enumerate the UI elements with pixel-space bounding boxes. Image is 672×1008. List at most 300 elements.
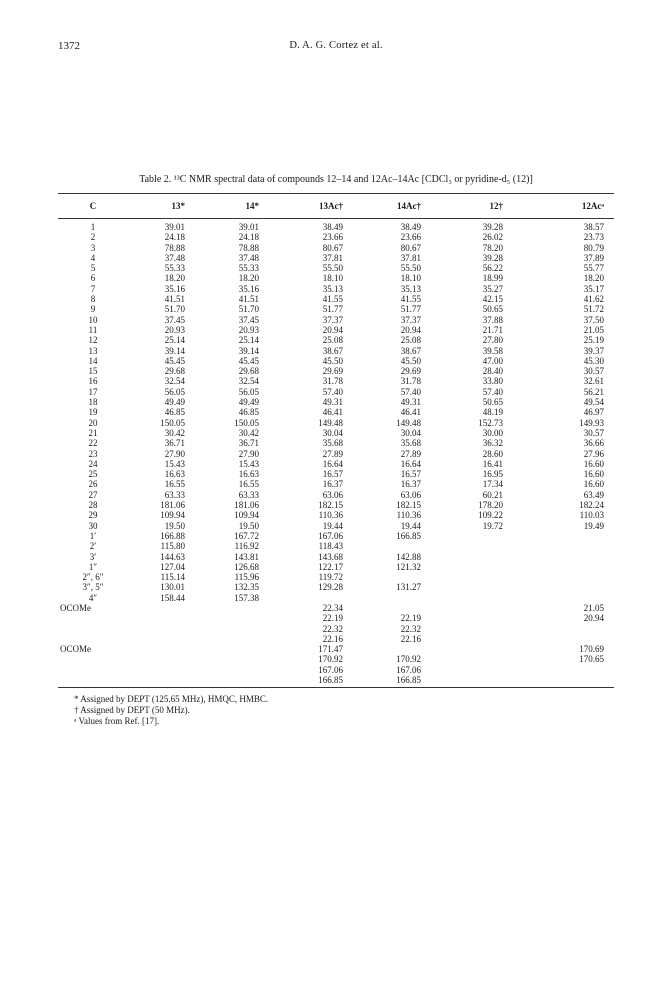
shift-value: 144.63 — [160, 551, 185, 562]
shift-value: 27.96 — [583, 448, 604, 459]
shift-value — [203, 613, 281, 623]
carbon-label — [58, 675, 128, 685]
shift-value — [281, 593, 359, 603]
table-row — [58, 510, 614, 520]
shift-value: 29.69 — [322, 366, 343, 377]
shift-value: 50.65 — [482, 304, 503, 315]
shift-value — [451, 552, 529, 562]
table-row — [58, 315, 614, 325]
table-row — [58, 294, 614, 304]
carbon-label: 11 — [88, 324, 98, 335]
shift-value: 56.21 — [583, 386, 604, 397]
table-row — [58, 243, 614, 253]
shift-value: 27.80 — [482, 335, 503, 346]
shift-value: 46.85 — [164, 407, 185, 418]
carbon-label: 1′ — [89, 530, 97, 541]
shift-value: 30.42 — [238, 427, 259, 438]
table-row — [58, 562, 614, 572]
shift-value: 158.44 — [160, 592, 185, 603]
shift-value: 46.41 — [400, 407, 421, 418]
shift-value: 50.65 — [482, 397, 503, 408]
table-row — [58, 634, 614, 644]
shift-value: 119.72 — [318, 572, 343, 583]
footnote-dept-50: † Assigned by DEPT (50 MHz). — [74, 705, 190, 716]
carbon-label: 24 — [88, 458, 98, 469]
carbon-label: 5 — [90, 263, 96, 274]
shift-value: 25.19 — [583, 335, 604, 346]
shift-value: 51.72 — [583, 304, 604, 315]
shift-value — [451, 572, 529, 582]
shift-value — [359, 593, 451, 603]
shift-value — [451, 593, 529, 603]
shift-value — [128, 634, 203, 644]
shift-value: 167.72 — [234, 530, 259, 541]
shift-value: 22.19 — [400, 613, 421, 624]
shift-value: 45.45 — [238, 355, 259, 366]
shift-value: 167.06 — [318, 664, 343, 675]
carbon-label: 4″ — [88, 592, 98, 603]
shift-value: 49.49 — [164, 397, 185, 408]
shift-value: 41.62 — [583, 294, 604, 305]
shift-value: 16.60 — [583, 458, 604, 469]
table-row — [58, 428, 614, 438]
carbon-label: 3″, 5″ — [82, 582, 104, 593]
shift-value — [203, 634, 281, 644]
shift-value: 18.99 — [482, 273, 503, 284]
carbon-label: 19 — [88, 407, 98, 418]
shift-value — [451, 562, 529, 572]
carbon-label: 23 — [88, 448, 98, 459]
shift-value: 37.81 — [322, 252, 343, 263]
shift-value: 16.37 — [400, 479, 421, 490]
shift-value: 29.69 — [400, 366, 421, 377]
shift-value: 110.36 — [396, 510, 421, 521]
shift-value: 25.08 — [400, 335, 421, 346]
shift-value: 21.05 — [583, 602, 604, 613]
shift-value — [529, 562, 614, 572]
table-row — [58, 624, 614, 634]
shift-value: 170.69 — [579, 644, 604, 655]
shift-value — [128, 624, 203, 634]
carbon-label: 27 — [88, 489, 98, 500]
shift-value: 30.04 — [400, 427, 421, 438]
shift-value: 36.71 — [164, 438, 185, 449]
shift-value: 143.68 — [318, 551, 343, 562]
shift-value: 17.34 — [482, 479, 503, 490]
shift-value: 16.37 — [322, 479, 343, 490]
shift-value: 122.17 — [318, 561, 343, 572]
shift-value — [203, 603, 281, 613]
shift-value — [529, 593, 614, 603]
page-number: 1372 — [58, 40, 80, 52]
shift-value: 16.63 — [238, 469, 259, 480]
table-row — [58, 418, 614, 428]
carbon-label: 1″ — [88, 561, 98, 572]
shift-value: 109.22 — [478, 510, 503, 521]
carbon-label: 20 — [88, 417, 98, 428]
shift-value: 31.78 — [400, 376, 421, 387]
carbon-label: 13 — [88, 345, 98, 356]
table-row — [58, 356, 614, 366]
shift-value — [359, 644, 451, 654]
shift-value: 35.16 — [164, 283, 185, 294]
shift-value: 16.55 — [238, 479, 259, 490]
shift-value: 27.89 — [400, 448, 421, 459]
shift-value: 45.50 — [400, 355, 421, 366]
shift-value: 131.27 — [396, 582, 421, 593]
shift-value: 30.04 — [322, 427, 343, 438]
shift-value — [451, 675, 529, 685]
shift-value: 109.94 — [160, 510, 185, 521]
table-row — [58, 582, 614, 592]
shift-value: 22.19 — [322, 613, 343, 624]
carbon-label: 2 — [90, 232, 96, 243]
shift-value: 37.45 — [238, 314, 259, 325]
shift-value: 23.66 — [322, 232, 343, 243]
shift-value — [529, 531, 614, 541]
shift-value: 182.24 — [579, 500, 604, 511]
shift-value: 56.05 — [164, 386, 185, 397]
shift-value: 41.55 — [400, 294, 421, 305]
shift-value: 47.00 — [482, 355, 503, 366]
shift-value: 49.31 — [400, 397, 421, 408]
shift-value — [128, 654, 203, 664]
shift-value: 39.14 — [164, 345, 185, 356]
carbon-label: 26 — [88, 479, 98, 490]
shift-value: 116.92 — [234, 541, 259, 552]
table-row — [58, 376, 614, 386]
carbon-label: 4 — [90, 252, 96, 263]
shift-value — [203, 654, 281, 664]
shift-value: 33.80 — [482, 376, 503, 387]
shift-value — [451, 644, 529, 654]
shift-value: 80.67 — [322, 242, 343, 253]
table-caption: Table 2. ¹³C NMR spectral data of compounds 12–14 and 12Ac–14Ac [CDCl₃ or pyridine-d₅ (12)] — [139, 174, 533, 185]
table-row — [58, 219, 614, 233]
shift-value — [451, 634, 529, 644]
shift-value: 55.33 — [164, 263, 185, 274]
shift-value: 167.06 — [318, 530, 343, 541]
shift-value: 16.63 — [164, 469, 185, 480]
shift-value: 46.41 — [322, 407, 343, 418]
carbon-label: OCOMe — [60, 644, 91, 655]
shift-value: 20.93 — [164, 324, 185, 335]
carbon-label: 16 — [88, 376, 98, 387]
shift-value: 57.40 — [482, 386, 503, 397]
carbon-label — [58, 613, 128, 623]
table-row — [58, 387, 614, 397]
carbon-label — [58, 634, 128, 644]
running-head: D. A. G. Cortez et al. — [289, 40, 383, 51]
shift-value: 45.45 — [164, 355, 185, 366]
shift-value: 35.68 — [322, 438, 343, 449]
table-bottom-rule — [58, 687, 614, 688]
shift-value: 150.05 — [234, 417, 259, 428]
shift-value: 48.19 — [482, 407, 503, 418]
shift-value — [529, 675, 614, 685]
carbon-label: 30 — [88, 520, 98, 531]
table-row — [58, 675, 614, 685]
shift-value: 37.48 — [164, 252, 185, 263]
shift-value: 166.85 — [396, 675, 421, 686]
shift-value: 170.65 — [579, 654, 604, 665]
shift-value: 149.48 — [396, 417, 421, 428]
table-row — [58, 644, 614, 654]
shift-value: 32.54 — [238, 376, 259, 387]
shift-value: 142.88 — [396, 551, 421, 562]
shift-value: 16.55 — [164, 479, 185, 490]
shift-value: 18.10 — [400, 273, 421, 284]
shift-value: 20.94 — [322, 324, 343, 335]
shift-value: 38.49 — [322, 222, 343, 232]
shift-value: 23.73 — [583, 232, 604, 243]
shift-value — [451, 541, 529, 551]
shift-value: 39.14 — [238, 345, 259, 356]
shift-value: 56.05 — [238, 386, 259, 397]
table-row — [58, 490, 614, 500]
shift-value — [128, 665, 203, 675]
table-row — [58, 284, 614, 294]
shift-value: 37.37 — [400, 314, 421, 325]
shift-value: 63.33 — [164, 489, 185, 500]
shift-value: 130.01 — [160, 582, 185, 593]
shift-value: 30.57 — [583, 366, 604, 377]
shift-value — [128, 644, 203, 654]
carbon-label: 18 — [88, 397, 98, 408]
shift-value — [203, 675, 281, 685]
shift-value — [451, 603, 529, 613]
shift-value — [529, 665, 614, 675]
table-row — [58, 479, 614, 489]
shift-value — [451, 613, 529, 623]
shift-value: 20.94 — [400, 324, 421, 335]
shift-value: 16.95 — [482, 469, 503, 480]
carbon-label: OCOMe — [60, 602, 91, 613]
table-row — [58, 449, 614, 459]
carbon-label: 12 — [88, 335, 98, 346]
shift-value: 35.27 — [482, 283, 503, 294]
shift-value: 22.34 — [322, 602, 343, 613]
shift-value: 20.93 — [238, 324, 259, 335]
shift-value: 22.16 — [400, 633, 421, 644]
shift-value: 29.68 — [164, 366, 185, 377]
shift-value — [451, 624, 529, 634]
carbon-label: 29 — [88, 510, 98, 521]
shift-value: 21.71 — [482, 324, 503, 335]
shift-value: 37.45 — [164, 314, 185, 325]
shift-value: 118.43 — [318, 541, 343, 552]
page-header — [58, 40, 614, 54]
carbon-label: 2″, 6″ — [82, 572, 104, 583]
carbon-label: 3 — [90, 242, 96, 253]
shift-value: 30.57 — [583, 427, 604, 438]
shift-value: 51.70 — [238, 304, 259, 315]
shift-value: 22.32 — [400, 623, 421, 634]
shift-value: 60.21 — [482, 489, 503, 500]
shift-value: 36.71 — [238, 438, 259, 449]
table-footnotes — [58, 694, 614, 727]
shift-value: 39.01 — [238, 222, 259, 232]
shift-value: 55.50 — [322, 263, 343, 274]
shift-value: 51.70 — [164, 304, 185, 315]
shift-value: 16.64 — [322, 458, 343, 469]
shift-value: 19.49 — [583, 520, 604, 531]
shift-value: 19.50 — [238, 520, 259, 531]
carbon-label: 6 — [90, 273, 96, 284]
shift-value: 129.28 — [318, 582, 343, 593]
shift-value: 63.49 — [583, 489, 604, 500]
shift-value: 150.05 — [160, 417, 185, 428]
shift-value: 149.48 — [318, 417, 343, 428]
shift-value: 42.15 — [482, 294, 503, 305]
shift-value: 132.35 — [234, 582, 259, 593]
carbon-label: 2′ — [89, 541, 97, 552]
table-row — [58, 438, 614, 448]
shift-value — [529, 582, 614, 592]
table-body — [58, 219, 614, 686]
shift-value: 39.28 — [482, 252, 503, 263]
shift-value: 37.50 — [583, 314, 604, 325]
shift-value — [451, 654, 529, 664]
shift-value: 35.13 — [322, 283, 343, 294]
table-row — [58, 541, 614, 551]
shift-value: 37.89 — [583, 252, 604, 263]
shift-value: 78.20 — [482, 242, 503, 253]
shift-value: 45.30 — [583, 355, 604, 366]
shift-value — [203, 665, 281, 675]
shift-value: 171.47 — [318, 644, 343, 655]
shift-value: 143.81 — [234, 551, 259, 562]
shift-value: 38.67 — [400, 345, 421, 356]
shift-value: 25.14 — [164, 335, 185, 346]
carbon-label — [58, 654, 128, 664]
shift-value: 78.88 — [238, 242, 259, 253]
carbon-label: 21 — [88, 427, 98, 438]
carbon-label: 14 — [88, 355, 98, 366]
shift-value: 157.38 — [234, 592, 259, 603]
shift-value: 55.77 — [583, 263, 604, 274]
shift-value: 19.44 — [322, 520, 343, 531]
shift-value: 38.57 — [583, 222, 604, 232]
shift-value — [451, 531, 529, 541]
table-header-row — [58, 194, 614, 219]
shift-value — [529, 541, 614, 551]
shift-value: 35.13 — [400, 283, 421, 294]
shift-value: 30.00 — [482, 427, 503, 438]
shift-value: 36.32 — [482, 438, 503, 449]
shift-value: 152.73 — [478, 417, 503, 428]
shift-value: 182.15 — [318, 500, 343, 511]
table-row — [58, 273, 614, 283]
shift-value — [529, 572, 614, 582]
shift-value: 16.60 — [583, 479, 604, 490]
shift-value: 49.54 — [583, 397, 604, 408]
table-row — [58, 407, 614, 417]
table-row — [58, 232, 614, 242]
footnote-ref-17: ᵃ Values from Ref. [17]. — [74, 716, 160, 727]
carbon-label: 28 — [88, 500, 98, 511]
shift-value: 19.44 — [400, 520, 421, 531]
carbon-label: 10 — [88, 314, 98, 325]
table-row — [58, 552, 614, 562]
shift-value: 27.89 — [322, 448, 343, 459]
nmr-table — [58, 194, 614, 685]
shift-value: 78.88 — [164, 242, 185, 253]
shift-value: 26.02 — [482, 232, 503, 243]
shift-value — [359, 572, 451, 582]
shift-value: 49.31 — [322, 397, 343, 408]
carbon-label: 17 — [88, 386, 98, 397]
table-row — [58, 531, 614, 541]
shift-value: 39.01 — [164, 222, 185, 232]
shift-value: 30.42 — [164, 427, 185, 438]
column-header: 13* — [128, 194, 203, 219]
shift-value — [451, 665, 529, 675]
table-row — [58, 521, 614, 531]
table-row — [58, 335, 614, 345]
column-header: 14Ac† — [359, 194, 451, 219]
carbon-label: 1 — [90, 222, 96, 232]
shift-value — [529, 552, 614, 562]
shift-value: 29.68 — [238, 366, 259, 377]
shift-value: 166.85 — [396, 530, 421, 541]
carbon-label: 3′ — [89, 551, 97, 562]
table-row — [58, 253, 614, 263]
shift-value: 37.48 — [238, 252, 259, 263]
column-header: 12† — [451, 194, 529, 219]
table-row — [58, 366, 614, 376]
table-row — [58, 500, 614, 510]
table-row — [58, 469, 614, 479]
shift-value: 51.77 — [322, 304, 343, 315]
shift-value: 15.43 — [164, 458, 185, 469]
shift-value: 39.37 — [583, 345, 604, 356]
shift-value: 22.16 — [322, 633, 343, 644]
shift-value: 25.14 — [238, 335, 259, 346]
shift-value — [128, 675, 203, 685]
shift-value: 51.77 — [400, 304, 421, 315]
shift-value: 22.32 — [322, 623, 343, 634]
shift-value: 181.06 — [234, 500, 259, 511]
table-row — [58, 304, 614, 314]
shift-value: 36.66 — [583, 438, 604, 449]
shift-value: 57.40 — [400, 386, 421, 397]
shift-value: 80.67 — [400, 242, 421, 253]
shift-value — [203, 624, 281, 634]
shift-value — [203, 644, 281, 654]
carbon-label: 8 — [90, 294, 96, 305]
column-header: C — [58, 194, 128, 219]
carbon-label: 25 — [88, 469, 98, 480]
shift-value — [359, 541, 451, 551]
table-row — [58, 665, 614, 675]
shift-value: 49.49 — [238, 397, 259, 408]
carbon-label: 22 — [88, 438, 98, 449]
shift-value — [529, 634, 614, 644]
shift-value: 39.28 — [482, 222, 503, 232]
table-row — [58, 346, 614, 356]
shift-value: 16.57 — [400, 469, 421, 480]
table-row — [58, 613, 614, 623]
shift-value: 39.58 — [482, 345, 503, 356]
shift-value: 170.92 — [318, 654, 343, 665]
shift-value: 32.61 — [583, 376, 604, 387]
carbon-label — [58, 624, 128, 634]
shift-value: 24.18 — [238, 232, 259, 243]
shift-value: 15.43 — [238, 458, 259, 469]
shift-value: 170.92 — [396, 654, 421, 665]
shift-value: 16.60 — [583, 469, 604, 480]
